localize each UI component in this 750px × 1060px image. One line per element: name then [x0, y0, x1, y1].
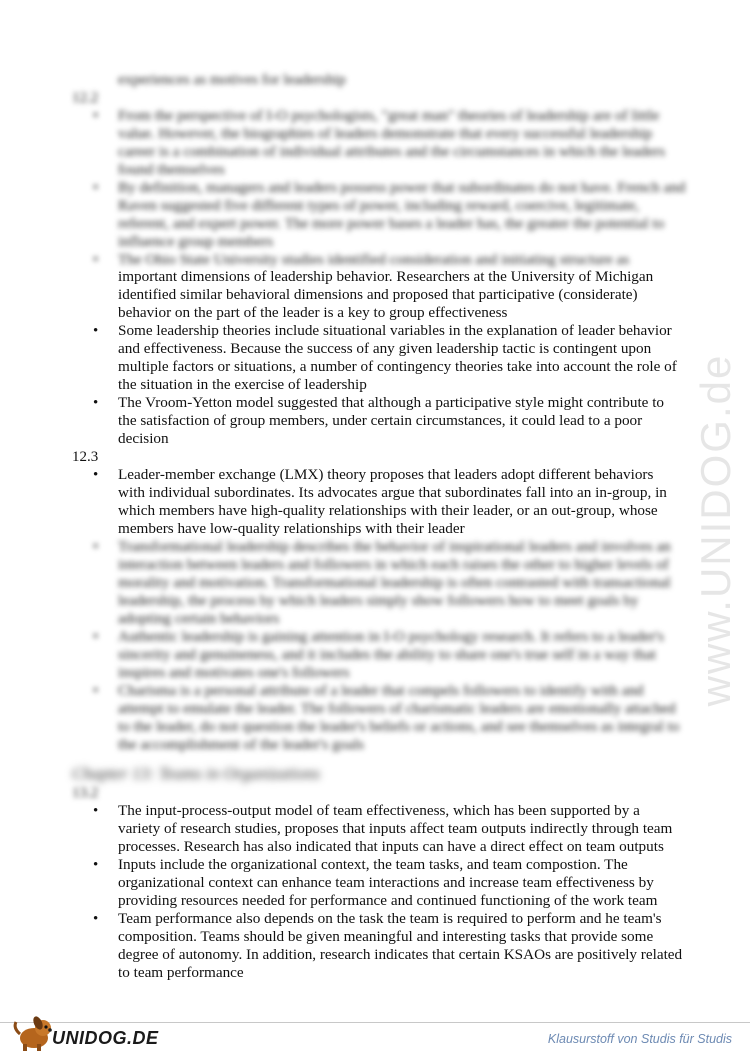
text-line: The input-process-output model of team effectiveness, which has been supported by a [118, 802, 640, 819]
text-line: with individual subordinates. Its advocates argue that subordinates fall into an in-group, in [118, 484, 667, 501]
text-line: variety of research studies, proposes that inputs affect team outputs indirectly through team [118, 820, 673, 837]
text-line: Inputs include the organizational context, the team tasks, and team compostion. The [118, 856, 628, 873]
text-line: to the leader, do not question the leader's beliefs or actions, and see themselves as integral to [118, 718, 680, 735]
text-line: behavior on the part of the leader is a key to group effectiveness [118, 304, 508, 321]
bullet-marker: • [93, 108, 99, 124]
text-line: Some leadership theories include situational variables in the explanation of leader behavior [118, 322, 672, 339]
text-line: Team performance also depends on the task the team is required to perform and he team's [118, 910, 662, 927]
text-line: career is a combination of individual attributes and the circumstances in which the leaders [118, 143, 665, 160]
bullet-marker: • [93, 395, 99, 411]
text-line: From the perspective of I-O psychologists, "great man" theories of leadership are of little [118, 107, 660, 124]
bullet-marker: • [93, 857, 99, 873]
bullet-marker: • [93, 180, 99, 196]
section-number-12-2: 12.2 [72, 90, 99, 106]
bullet-marker: • [93, 323, 99, 339]
watermark: www.UNIDOG.de [692, 353, 739, 707]
bullet-marker: • [93, 252, 99, 268]
text-line: important dimensions of leadership behavior. Researchers at the University of Michigan [118, 268, 654, 285]
text-line: providing resources needed for performance and continued functioning of the work team [118, 892, 658, 909]
bullet-marker: • [93, 683, 99, 699]
text-line: Leader-member exchange (LMX) theory proposes that leaders adopt different behaviors [118, 466, 654, 483]
text-line: the situation in the exercise of leadership [118, 376, 367, 393]
text-line: The Vroom-Yetton model suggested that although a participative style might contribute to [118, 394, 665, 411]
text-line: degree of autonomy. In addition, research indicates that certain KSAOs are positively related [118, 946, 683, 963]
bullet-marker: • [93, 539, 99, 555]
text-line: to team performance [118, 964, 244, 981]
text-line: The Ohio State University studies identified consideration and initiating structure as [118, 251, 630, 268]
text-line: referent, and expert power. The more power bases a leader has, the greater the potential to [118, 215, 665, 232]
text-line: morality and motivation. Transformational leadership is often contrasted with transactional [118, 574, 671, 591]
text-line: Transformational leadership describes the behavior of inspirational leaders and involves an [118, 538, 671, 555]
text-line: leadership, the process by which leaders simply show followers how to meet goals by [118, 592, 639, 609]
logo-text: UNIDOG.DE [52, 1028, 159, 1048]
section-number-12-3: 12.3 [72, 449, 99, 465]
bullet-marker: • [93, 629, 99, 645]
text-line: Raven suggested five different types of power, including reward, coercive, legitimate, [118, 197, 640, 214]
text-line: the accomplishment of the leader's goals [118, 736, 365, 753]
text-line: inspires and motivates one's followers [118, 664, 350, 681]
text-line: adopting certain behaviors [118, 610, 280, 627]
text-line: Charisma is a personal attribute of a leader that compels followers to identify with and [118, 682, 644, 699]
text-line: attempt to emulate the leader. The followers of charismatic leaders are emotionally attached [118, 700, 676, 717]
footer-tagline: Klausurstoff von Studis für Studis [547, 1032, 732, 1046]
intro-line: experiences as motives for leadership [118, 71, 346, 88]
section-number-13-2: 13.2 [72, 785, 99, 801]
chapter-heading: Chapter 13: Teams in Organizations [72, 764, 321, 783]
text-line: and effectiveness. Because the success of any given leadership tactic is contingent upon [118, 340, 652, 357]
text-line: found themselves [118, 161, 225, 178]
bullet-marker: • [93, 911, 99, 927]
text-line: By definition, managers and leaders possess power that subordinates do not have. French and [118, 179, 686, 196]
text-line: organizational context can enhance team interactions and increase team effectiveness by [118, 874, 654, 891]
text-line: processes. Research has also indicated that inputs can have a direct effect on team outputs [118, 838, 664, 855]
text-line: sincerity and genuineness, and it includes the ability to share one's true self in a way that [118, 646, 656, 663]
text-line: multiple factors or situations, a number of contingency theories take into account the role of [118, 358, 677, 375]
text-line: Authentic leadership is gaining attention in I-O psychology research. It refers to a leader's [118, 628, 664, 645]
text-line: value. However, the biographies of leaders demonstrate that every successful leadership [118, 125, 653, 142]
text-line: which members have high-quality relationships with their leader, or an out-group, whose [118, 502, 658, 519]
text-line: composition. Teams should be given meaningful and interesting tasks that provide some [118, 928, 654, 945]
text-line: influence group members [118, 233, 274, 250]
text-line: decision [118, 430, 169, 447]
text-line: members have low-quality relationships with their leader [118, 520, 465, 537]
text-line: identified similar behavioral dimensions and proposed that participative (considerate) [118, 286, 638, 303]
bullet-marker: • [93, 467, 99, 483]
text-line: the satisfaction of group members, under certain circumstances, it could lead to a poor [118, 412, 643, 429]
bullet-marker: • [93, 803, 99, 819]
text-line: interaction between leaders and followers in which each raises the other to higher levels of [118, 556, 669, 573]
